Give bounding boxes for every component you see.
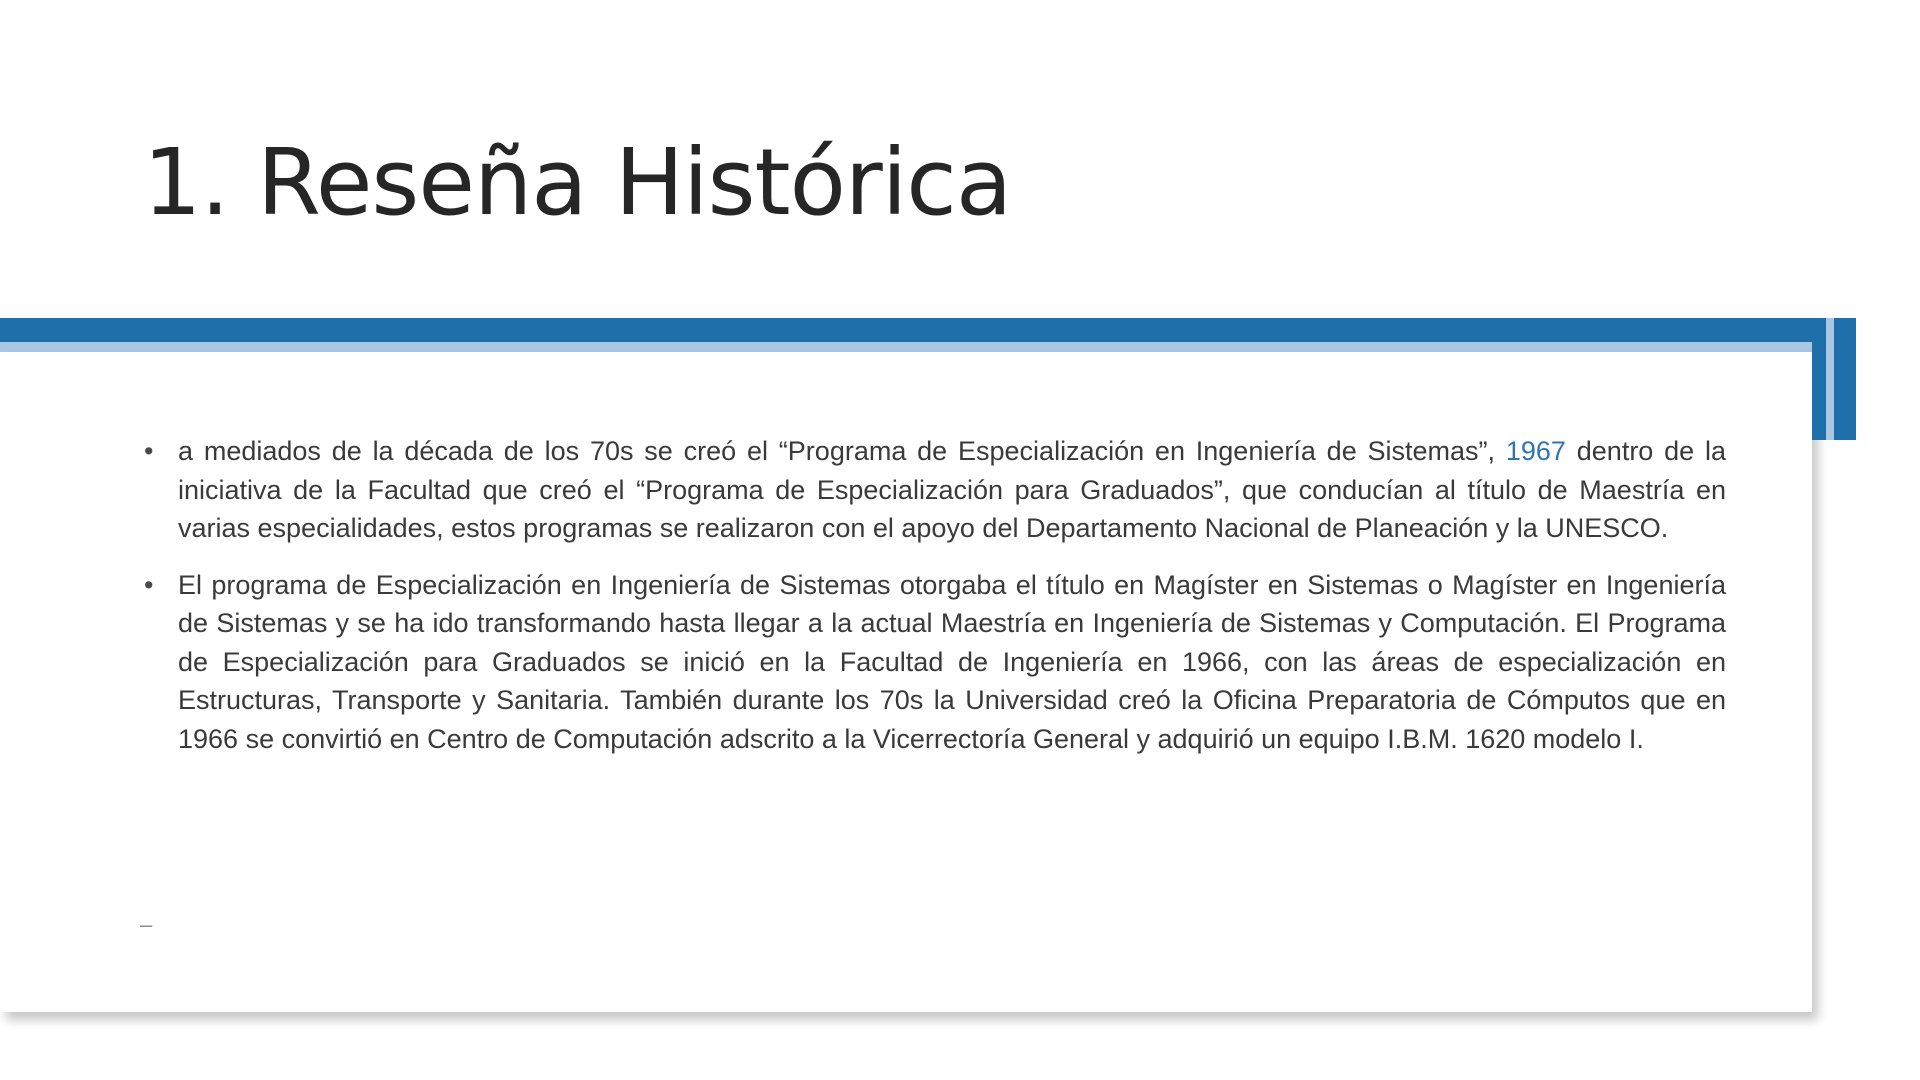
bullet-item	[140, 566, 1726, 759]
slide-title: 1. Reseña Histórica	[143, 129, 1012, 236]
side-accent-bar-outer	[1834, 318, 1856, 440]
bullet-text: a mediados de la década de los 70s se creó el “Programa de Especialización en Ingeniería de Sistemas”,	[178, 436, 1506, 466]
trailing-mark: –	[140, 912, 153, 937]
bullet-text-continued: dentro de la iniciativa de la Facultad que creó el “Programa de Especialización para Graduados”, que conducían al título de Maestría en varias especialidades, estos programas se realizaron con el apoyo del Departamento Nacional de Planeación y la UNESCO.	[178, 436, 1727, 543]
header-accent-bar	[0, 318, 1826, 342]
bullet-list	[140, 432, 1726, 776]
side-accent-bar	[1812, 318, 1826, 440]
bullet-item	[140, 432, 1726, 548]
year-link[interactable]: 1967	[1505, 436, 1566, 466]
side-accent-bar-light	[1826, 318, 1834, 440]
header-accent-bar-light	[0, 342, 1812, 352]
bullet-text: El programa de Especialización en Ingeniería de Sistemas otorgaba el título en Magíster en Sistemas o Magíster en Ingeniería de Sistemas y se ha ido transformando hasta llegar a la actual Maestría en Ingeniería de Sistemas y Computación. El Programa de Especialización para Graduados se inició en la Facultad de Ingeniería en 1966, con las áreas de especialización en Estructuras, Transporte y Sanitaria. También durante los 70s la Universidad creó la Oficina Preparatoria de Cómputos que en 1966 se convirtió en Centro de Computación adscrito a la Vicerrectoría General y adquirió un equipo I.B.M. 1620 modelo I.	[178, 569, 1726, 754]
bullet-marker: •	[144, 569, 154, 600]
bullet-marker: •	[144, 436, 154, 466]
